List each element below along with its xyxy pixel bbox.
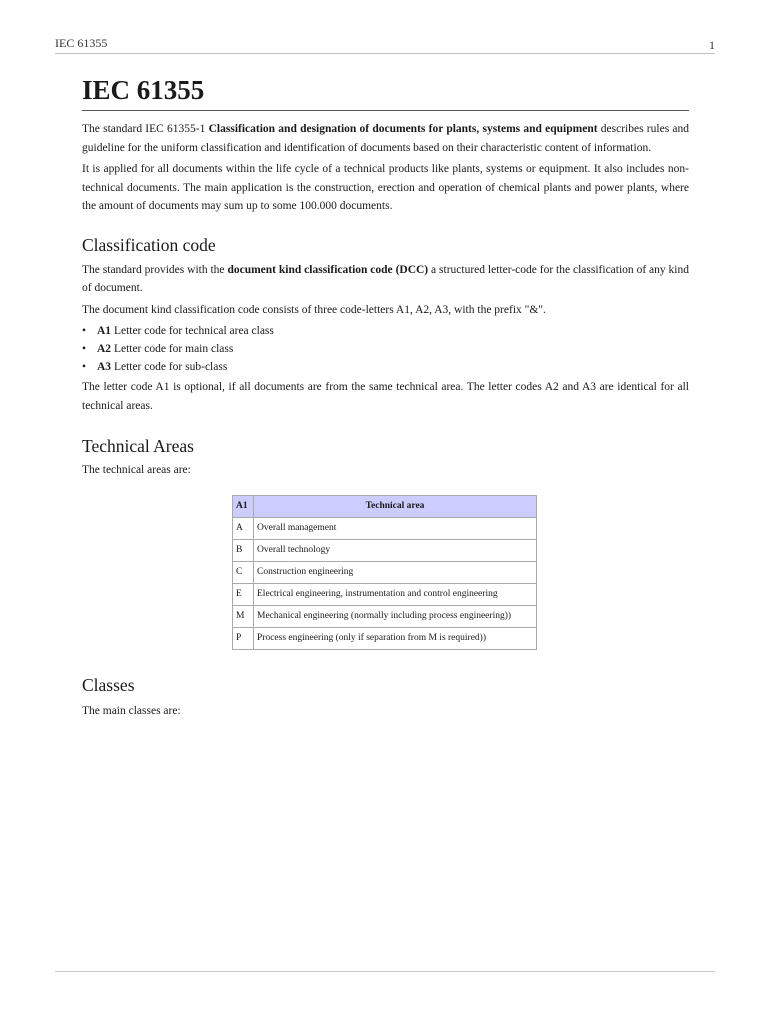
table-row: [233, 605, 537, 627]
cell-code: P: [233, 627, 254, 649]
table-row: [233, 583, 537, 605]
page-header: [55, 36, 715, 54]
list-item: [82, 358, 689, 376]
dcc-text-end: a structured letter-code for the classification of any kind of document.: [82, 263, 689, 294]
technical-areas-table-wrapper: [232, 495, 689, 650]
cell-area: Overall technology: [254, 539, 537, 561]
list-item-code: A2: [97, 343, 112, 355]
cell-code: B: [233, 539, 254, 561]
list-item: [82, 322, 689, 340]
code-letter-list: [82, 322, 689, 376]
classes-intro: The main classes are:: [82, 704, 181, 717]
page-footer-rule: [55, 971, 715, 972]
application-paragraph: It is applied for all documents within the life cycle of a technical products like plants, systems or equipment. It also includes non-technical documents. The main application is the construction, erection and operation of chemical plants and power plants, where the amount of documents may sum up to some 100.000 documents.: [82, 163, 689, 212]
list-item: [82, 340, 689, 358]
classes-heading: Classes: [82, 674, 135, 695]
table-header-row: [233, 495, 537, 517]
table-row: [233, 539, 537, 561]
cell-area: Construction engineering: [254, 561, 537, 583]
list-item-text: Letter code for technical area class: [111, 325, 274, 337]
cell-code: C: [233, 561, 254, 583]
column-header-code: A1: [233, 495, 254, 517]
dcc-term: document kind classification code (DCC): [227, 263, 429, 276]
table-row: [233, 561, 537, 583]
list-item-code: A3: [97, 361, 112, 373]
table-row: [233, 627, 537, 649]
list-item-text: Letter code for sub-class: [111, 361, 228, 373]
cell-code: M: [233, 605, 254, 627]
technical-areas-heading: Technical Areas: [82, 436, 194, 456]
intro-paragraph: [82, 120, 689, 157]
optional-code-paragraph: The letter code A1 is optional, if all documents are from the same technical area. The letter codes A2 and A3 are identical for all technical areas.: [82, 381, 689, 412]
cell-code: A: [233, 517, 254, 539]
intro-text-end: describes rules and guideline for the uniform classification and identification of documents based on their characteristic content of information.: [82, 123, 690, 154]
column-header-area: Technical area: [254, 495, 537, 517]
standard-title: Classification and designation of documents for plants, systems and equipment: [208, 123, 598, 135]
cell-area: Electrical engineering, instrumentation and control engineering: [254, 583, 537, 605]
cell-code: E: [233, 583, 254, 605]
cell-area: Overall management: [254, 517, 537, 539]
cell-area: Mechanical engineering (normally including process engineering)): [254, 605, 537, 627]
list-item-text: Letter code for main class: [111, 343, 234, 355]
dcc-text: The standard provides with the: [82, 263, 228, 276]
document-body: [82, 74, 689, 720]
header-title: IEC 61355: [55, 36, 108, 50]
technical-areas-table: [232, 495, 537, 650]
intro-text: The standard IEC 61355-1: [82, 123, 209, 135]
table-row: [233, 517, 537, 539]
page-number: 1: [709, 38, 715, 52]
cell-area: Process engineering (only if separation from M is required)): [254, 627, 537, 649]
dcc-paragraph: [82, 261, 689, 298]
list-item-code: A1: [97, 325, 112, 337]
code-letters-paragraph: The document kind classification code consists of three code-letters A1, A2, A3, with the prefix "&".: [82, 303, 546, 316]
technical-areas-intro: The technical areas are:: [82, 464, 191, 476]
page-title: IEC 61355: [82, 74, 689, 111]
classification-heading: Classification code: [82, 234, 216, 255]
